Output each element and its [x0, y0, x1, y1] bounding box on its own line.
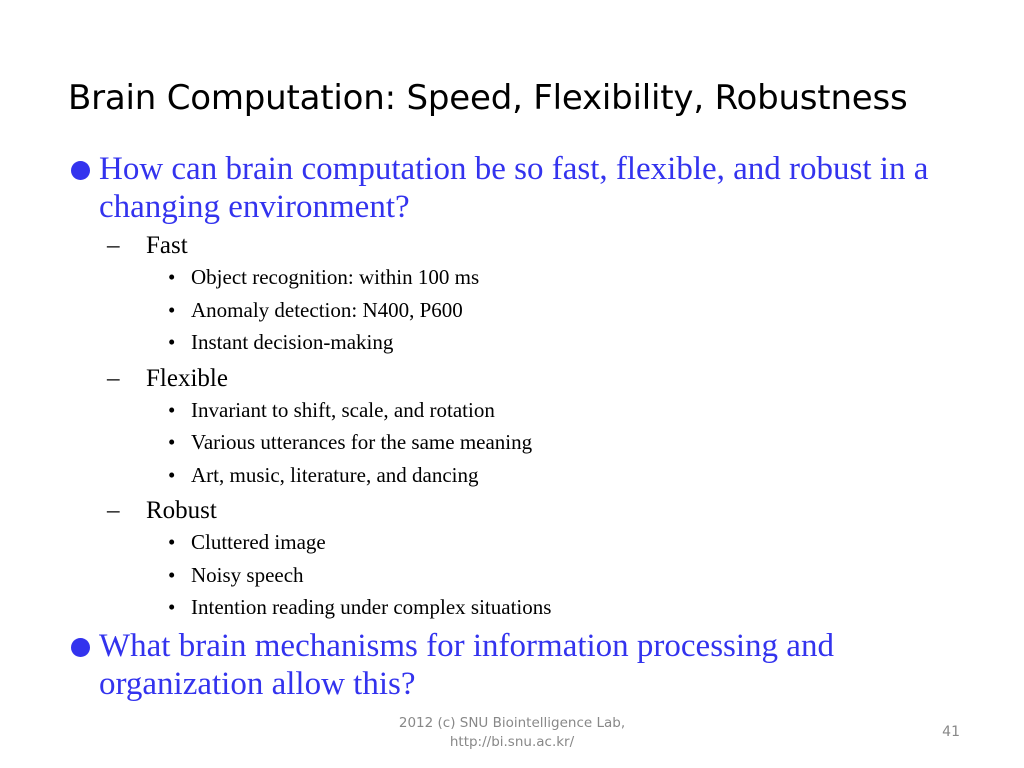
list-item [168, 261, 1024, 294]
list-item-text: Object recognition: within 100 ms [191, 265, 480, 289]
dot-bullet-icon: • [168, 330, 176, 354]
bullet-text: What brain mechanisms for information processing and organization allow this? [99, 627, 834, 702]
bullet-text: How can brain computation be so fast, flexible, and robust in a changing environment? [99, 151, 929, 225]
dot-bullet-icon: • [168, 265, 176, 289]
slide-content [0, 150, 1024, 703]
dash-bullet-icon: – [107, 497, 120, 524]
dot-bullet-icon: • [168, 595, 176, 619]
dash-bullet-icon: – [107, 232, 120, 259]
list-item-text: Anomaly detection: N400, P600 [191, 297, 463, 322]
subpoint-flexible [107, 363, 1024, 394]
footer-credit-line: 2012 (c) SNU Biointelligence Lab, [398, 715, 626, 731]
dot-bullet-icon: • [168, 297, 176, 322]
list-item [168, 559, 1024, 592]
list-item [168, 591, 1024, 624]
list-item [168, 326, 1024, 359]
dot-bullet-icon: • [168, 462, 176, 487]
list-item [168, 426, 1024, 459]
dot-bullet-icon: • [168, 530, 176, 554]
list-item-text: Art, music, literature, and dancing [191, 462, 479, 487]
list-item [168, 459, 1024, 492]
list-item-text: Intention reading under complex situations [191, 595, 552, 619]
list-item-text: Instant decision-making [191, 330, 394, 354]
list-item-text: Noisy speech [191, 562, 304, 587]
round-bullet-icon [71, 638, 90, 657]
dash-bullet-icon: – [107, 364, 120, 392]
footer-credit-url: http://bi.snu.ac.kr/ [449, 734, 575, 750]
list-item [168, 294, 1024, 327]
subpoint-fast [107, 230, 1024, 261]
list-item-text: Cluttered image [191, 530, 326, 554]
list-item-text: Invariant to shift, scale, and rotation [191, 397, 495, 422]
dot-bullet-icon: • [168, 397, 176, 422]
bullet-question-1 [99, 150, 949, 226]
round-bullet-icon [71, 161, 90, 180]
subpoint-label: Flexible [146, 364, 228, 392]
subpoint-label: Robust [146, 497, 217, 524]
subpoint-robust [107, 495, 1024, 526]
page-number: 41 [942, 724, 960, 740]
list-item [168, 394, 1024, 427]
list-item-text: Various utterances for the same meaning [191, 430, 533, 454]
dot-bullet-icon: • [168, 430, 176, 454]
slide-title: Brain Computation: Speed, Flexibility, Robustness [68, 78, 908, 118]
bullet-question-2 [99, 627, 949, 703]
dot-bullet-icon: • [168, 562, 176, 587]
footer-credit [312, 714, 712, 752]
subpoint-label: Fast [146, 232, 188, 259]
list-item [168, 526, 1024, 559]
